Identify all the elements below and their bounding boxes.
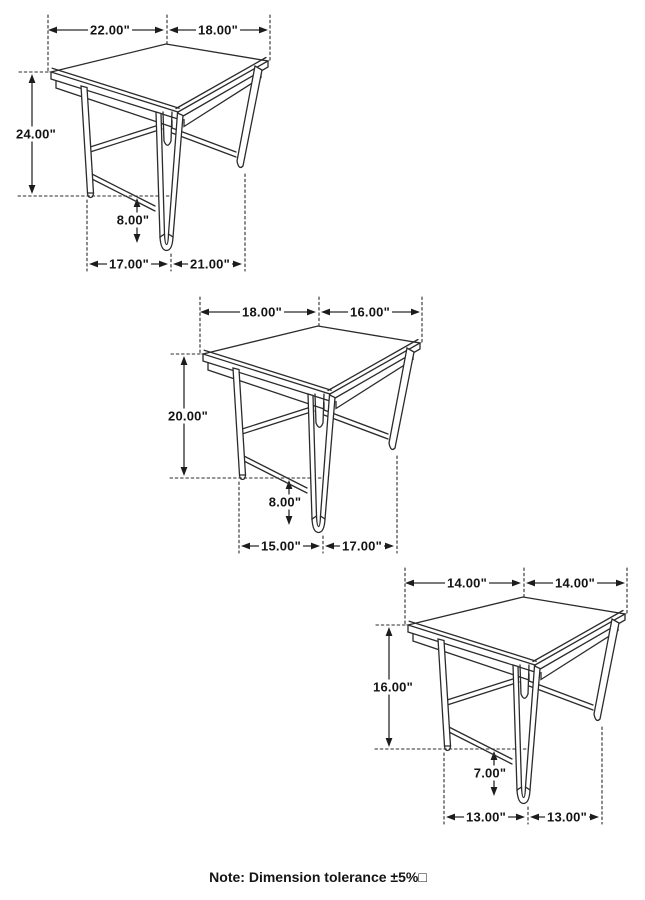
table-medium-width-label: 18.00" [242, 304, 282, 320]
table-small-depth-label: 14.00" [555, 575, 595, 591]
table-medium-base-front-label: 15.00" [261, 538, 301, 554]
table-medium-drawing [170, 297, 422, 553]
table-medium-depth-label: 16.00" [350, 304, 390, 320]
table-medium-base-side-label: 17.00" [342, 538, 382, 554]
table-large-clearance-label: 8.00" [116, 212, 150, 228]
table-small-clearance-label: 7.00" [473, 765, 507, 781]
table-small-drawing [375, 568, 627, 824]
table-large-base-front-label: 17.00" [109, 256, 149, 272]
table-small-base-side-label: 13.00" [547, 809, 587, 825]
table-medium-clearance-label: 8.00" [268, 494, 302, 510]
tolerance-note: Note: Dimension tolerance ±5%□ [209, 869, 427, 885]
table-large-depth-label: 18.00" [198, 22, 238, 38]
table-small-height-label: 16.00" [373, 679, 413, 695]
table-small-base-front-label: 13.00" [466, 809, 506, 825]
table-large-width-label: 22.00" [90, 22, 130, 38]
table-small-width-label: 14.00" [447, 575, 487, 591]
table-large-drawing [18, 15, 270, 271]
table-large-height-label: 24.00" [16, 126, 56, 142]
table-medium-height-label: 20.00" [168, 408, 208, 424]
table-large-base-side-label: 21.00" [190, 256, 230, 272]
